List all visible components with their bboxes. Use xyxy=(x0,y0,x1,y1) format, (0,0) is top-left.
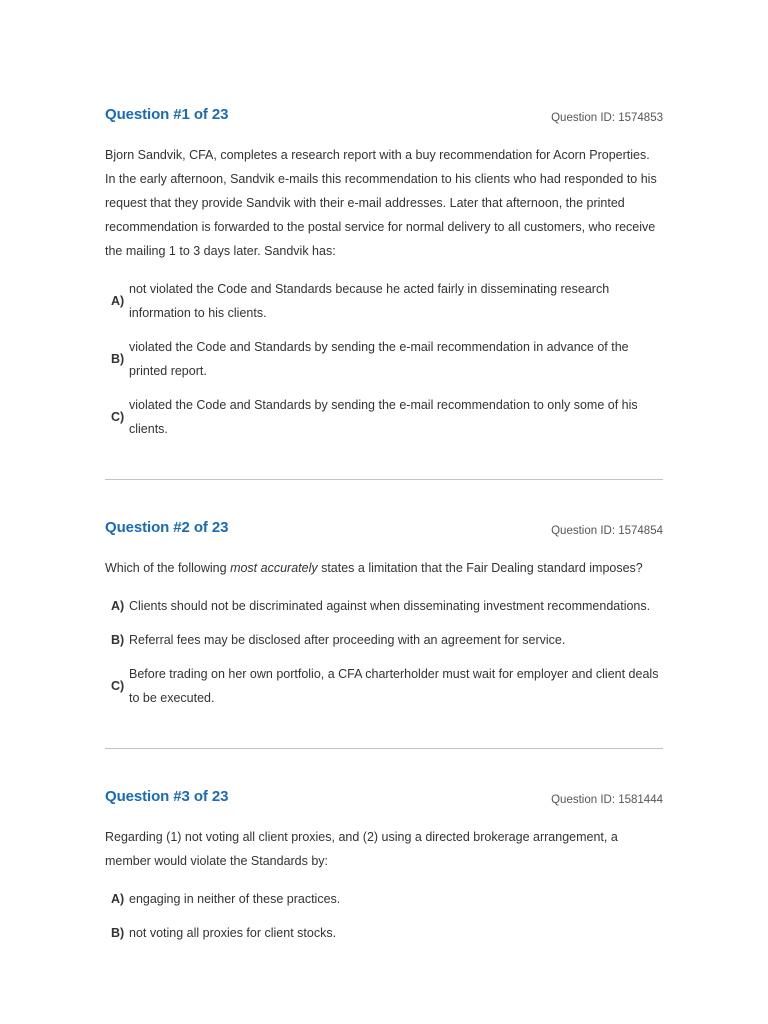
answer-option-text-3a: engaging in neither of these practices. xyxy=(129,892,341,906)
answer-option-label-2b: B) xyxy=(111,633,125,647)
answer-option-2a[interactable] xyxy=(105,594,663,618)
spacer xyxy=(105,720,663,748)
question-id-3: Question ID: 1581444 xyxy=(551,794,663,806)
answer-option-text-3b: not voting all proxies for client stocks. xyxy=(129,926,337,940)
answer-options-1 xyxy=(105,277,663,441)
answer-option-3b[interactable] xyxy=(105,921,663,945)
answer-option-label-3b: B) xyxy=(111,926,125,940)
answer-option-label-1c: C) xyxy=(111,410,125,424)
answer-options-3 xyxy=(105,887,663,945)
answer-option-2c[interactable] xyxy=(105,662,663,710)
answer-option-text-2a: Clients should not be discriminated against when disseminating investment recommendations. xyxy=(129,599,651,613)
answer-option-label-1b: B) xyxy=(111,352,125,366)
answer-options-2 xyxy=(105,594,663,710)
answer-option-3a[interactable] xyxy=(105,887,663,911)
question-header-1 xyxy=(105,105,663,125)
answer-option-text-1b: violated the Code and Standards by sending the e-mail recommendation in advance of the printed report. xyxy=(129,340,629,378)
question-block-2 xyxy=(105,518,663,710)
question-header-3 xyxy=(105,787,663,807)
question-header-2 xyxy=(105,518,663,538)
answer-option-2b[interactable] xyxy=(105,628,663,652)
question-stem-1: Bjorn Sandvik, CFA, completes a research report with a buy recommendation for Acorn Properties. In the early afternoon, Sandvik e-mails this recommendation to his clients who had responded to his request that they provide Sandvik with their e-mail addresses. Later that afternoon, the printed recommendation is forwarded to the postal service for normal delivery to all customers, who receive the mailing 1 to 3 days later. Sandvik has: xyxy=(105,148,657,258)
question-title-3: Question #3 of 23 xyxy=(105,788,229,805)
question-block-3 xyxy=(105,787,663,945)
answer-option-label-1a: A) xyxy=(111,294,125,308)
question-list xyxy=(105,0,663,955)
answer-option-label-2c: C) xyxy=(111,679,125,693)
answer-option-text-2b: Referral fees may be disclosed after proceeding with an agreement for service. xyxy=(129,633,566,647)
spacer xyxy=(105,480,663,518)
spacer xyxy=(105,451,663,479)
answer-option-text-1c: violated the Code and Standards by sending the e-mail recommendation to only some of his clients. xyxy=(129,398,638,436)
question-title-2: Question #2 of 23 xyxy=(105,519,229,536)
answer-option-label-2a: A) xyxy=(111,599,125,613)
question-block-1 xyxy=(105,105,663,441)
answer-option-label-3a: A) xyxy=(111,892,125,906)
answer-option-1a[interactable] xyxy=(105,277,663,325)
question-title-1: Question #1 of 23 xyxy=(105,106,229,123)
answer-option-text-1a: not violated the Code and Standards because he acted fairly in disseminating research information to his clients. xyxy=(129,282,610,320)
answer-option-1c[interactable] xyxy=(105,393,663,441)
question-stem-3: Regarding (1) not voting all client proxies, and (2) using a directed brokerage arrangement, a member would violate the Standards by: xyxy=(105,830,618,868)
question-stem-2: Which of the following most accurately states a limitation that the Fair Dealing standard imposes? xyxy=(105,561,643,575)
question-id-2: Question ID: 1574854 xyxy=(551,525,663,537)
top-spacer xyxy=(105,0,663,105)
question-id-1: Question ID: 1574853 xyxy=(551,112,663,124)
answer-option-1b[interactable] xyxy=(105,335,663,383)
answer-option-text-2c: Before trading on her own portfolio, a CFA charterholder must wait for employer and client deals to be executed. xyxy=(129,667,659,705)
spacer xyxy=(105,749,663,787)
